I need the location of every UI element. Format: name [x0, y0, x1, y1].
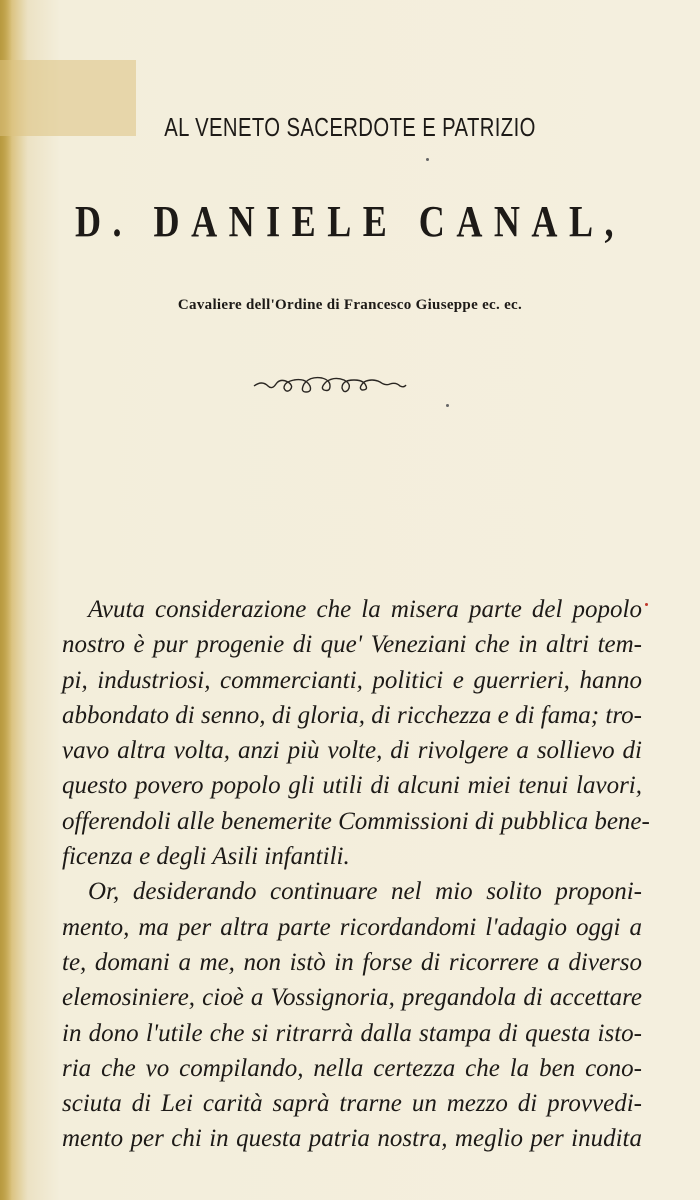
text-line: elemosiniere, cioè a Vossignoria, pregandola di accettare [62, 984, 642, 1012]
text-line: ria che vo compilando, nella certezza che la ben cono- [62, 1054, 642, 1082]
text-line: sciuta di Lei carità saprà trarne un mezzo di provvedi- [62, 1090, 642, 1118]
dedicatee-name: D. DANIELE CANAL, [75, 197, 625, 246]
text-line: pi, industriosi, commercianti, politici e guerrieri, hanno [62, 666, 642, 694]
text-line: nostro è pur progenie di que' Veneziani che in altri tem- [62, 631, 642, 659]
ink-speck [645, 603, 648, 606]
ink-speck [426, 158, 429, 161]
text-line: questo povero popolo gli utili di alcuni miei tenui lavori, [62, 772, 642, 800]
text-line: ficenza e degli Asili infantili. [62, 843, 350, 871]
text-line: mento, ma per altra parte ricordandomi l'adagio oggi a [62, 913, 642, 941]
dedication-letter-text [62, 592, 650, 1157]
honor-title: Cavaliere dell'Ordine di Francesco Giuseppe ec. ec. [177, 297, 523, 313]
text-line: Or, desiderando continuare nel mio solito proponi- [88, 878, 642, 906]
text-line: vavo altra volta, anzi più volte, di rivolgere a sollievo di [62, 737, 642, 765]
text-line: offerendoli alle benemerite Commissioni di pubblica bene- [62, 807, 650, 835]
paragraph-1 [62, 592, 650, 874]
paragraph-2 [62, 874, 642, 1156]
dedication-heading: AL VENETO SACERDOTE E PATRIZIO [164, 112, 536, 142]
text-line: Avuta considerazione che la misera parte del popolo [88, 596, 642, 623]
text-line: te, domani a me, non istò in forse di ricorrere a diverso [62, 948, 642, 976]
text-line: mento per chi in questa patria nostra, meglio per inudita [62, 1125, 642, 1153]
ink-speck [446, 404, 449, 407]
ornamental-flourish-icon [250, 370, 410, 400]
text-line: in dono l'utile che si ritrarrà dalla stampa di questa isto- [62, 1019, 642, 1047]
text-line: abbondato di senno, di gloria, di ricchezza e di fama; tro- [62, 701, 642, 729]
page-edge-shadow [0, 0, 12, 1200]
